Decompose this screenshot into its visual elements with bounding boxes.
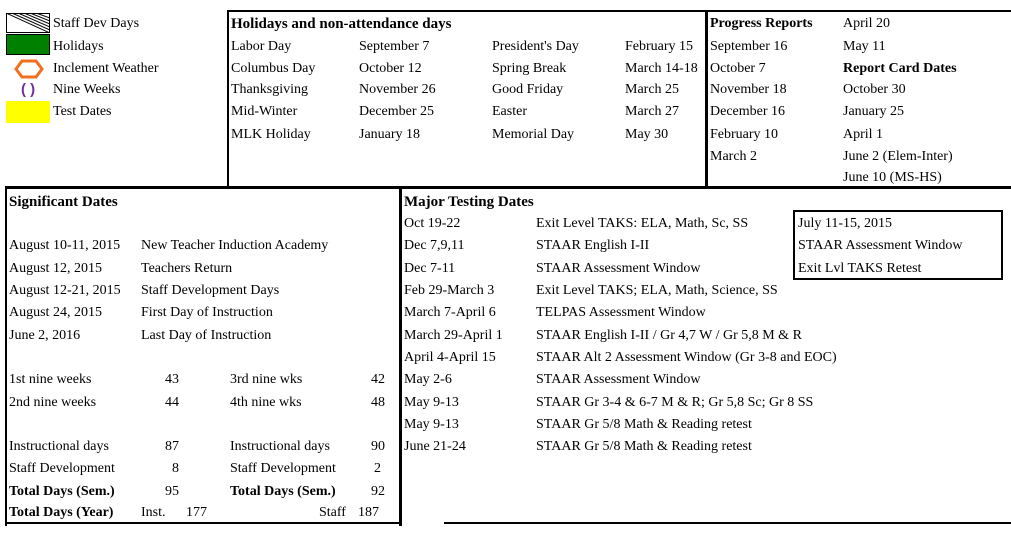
testing-desc: TELPAS Assessment Window	[536, 305, 706, 320]
total-value: 2	[374, 461, 381, 476]
holiday-date: January 18	[359, 127, 421, 142]
testing-desc: Exit Level TAKS: ELA, Math, Sc, SS	[536, 216, 749, 231]
total-value: 87	[165, 439, 179, 454]
progress-date: October 7	[710, 61, 766, 76]
holiday-name: Easter	[492, 104, 527, 119]
holiday-name: Thanksgiving	[231, 82, 308, 97]
holiday-name: Good Friday	[492, 82, 564, 97]
left-outer-border	[5, 186, 7, 526]
holiday-name: Columbus Day	[231, 61, 316, 76]
staff-dev-hatch-swatch	[6, 13, 50, 33]
significant-date: August 24, 2015	[9, 305, 102, 320]
holiday-date: February 15	[625, 39, 694, 54]
year-total-label: Total Days (Year)	[9, 505, 114, 520]
testing-date: May 9-13	[404, 395, 459, 410]
nine-weeks-value: 44	[165, 395, 179, 410]
progress-divider	[705, 10, 708, 188]
testing-desc: STAAR Gr 5/8 Math & Reading retest	[536, 417, 752, 432]
testing-date: Oct 19-22	[404, 216, 461, 231]
report-card-date: June 2 (Elem-Inter)	[843, 149, 953, 164]
nine-weeks-value: 48	[371, 395, 385, 410]
significant-event: Teachers Return	[141, 261, 233, 276]
testing-desc: STAAR Assessment Window	[536, 261, 701, 276]
progress-date: November 18	[710, 82, 787, 97]
testing-title: Major Testing Dates	[404, 194, 534, 210]
nine-weeks-label: 1st nine weeks	[9, 372, 92, 387]
middle-divider	[399, 186, 402, 526]
testing-date: Feb 29-March 3	[404, 283, 495, 298]
testing-desc: STAAR Alt 2 Assessment Window (Gr 3-8 and EOC)	[536, 350, 837, 365]
holiday-name: Memorial Day	[492, 127, 575, 142]
holiday-name: Spring Break	[492, 61, 567, 76]
progress-date: March 2	[710, 149, 758, 164]
testing-desc: Exit Level TAKS; ELA, Math, Science, SS	[536, 283, 778, 298]
legend-staff-dev-label: Staff Dev Days	[53, 16, 140, 31]
significant-event: Last Day of Instruction	[141, 328, 272, 343]
summer-testing-line: STAAR Assessment Window	[798, 238, 963, 253]
holiday-date: March 14-18	[625, 61, 698, 76]
holiday-date: March 27	[625, 104, 680, 119]
testing-desc: STAAR Gr 5/8 Math & Reading retest	[536, 439, 752, 454]
testing-date: Dec 7,9,11	[404, 238, 465, 253]
year-inst-value: 177	[186, 505, 207, 520]
significant-event: First Day of Instruction	[141, 305, 273, 320]
nine-weeks-value: 42	[371, 372, 385, 387]
holiday-green-swatch	[6, 34, 50, 55]
legend-holidays-label: Holidays	[53, 39, 104, 54]
legend-divider	[227, 10, 229, 188]
significant-event: Staff Development Days	[141, 283, 280, 298]
nine-weeks-value: 43	[165, 372, 179, 387]
testing-desc: STAAR Assessment Window	[536, 372, 701, 387]
total-label: Total Days (Sem.)	[230, 484, 336, 499]
progress-date: May 11	[843, 39, 886, 54]
testing-desc: STAAR Gr 3-4 & 6-7 M & R; Gr 5,8 Sc; Gr 8 SS	[536, 395, 814, 410]
total-value: 90	[371, 439, 385, 454]
significant-date: June 2, 2016	[9, 328, 81, 343]
significant-date: August 12, 2015	[9, 261, 102, 276]
holiday-date: October 12	[359, 61, 422, 76]
testing-date: May 2-6	[404, 372, 452, 387]
holiday-date: May 30	[625, 127, 669, 142]
report-card-date: April 1	[843, 127, 884, 142]
total-label: Staff Development	[9, 461, 115, 476]
top-border	[228, 10, 1011, 12]
total-value: 92	[371, 484, 385, 499]
testing-date: Dec 7-11	[404, 261, 456, 276]
yellow-swatch	[6, 101, 50, 123]
orange-hexagon-icon	[14, 59, 44, 79]
report-card-date: October 30	[843, 82, 906, 97]
holiday-name: President's Day	[492, 39, 579, 54]
report-card-title: Report Card Dates	[843, 61, 957, 76]
holiday-date: November 26	[359, 82, 436, 97]
progress-title: Progress Reports	[710, 16, 813, 31]
year-staff-label: Staff	[319, 505, 346, 520]
holiday-date: December 25	[359, 104, 435, 119]
total-label: Instructional days	[230, 439, 330, 454]
testing-date: March 29-April 1	[404, 328, 503, 343]
testing-desc: STAAR English I-II / Gr 4,7 W / Gr 5,8 M & R	[536, 328, 802, 343]
holiday-name: Mid-Winter	[231, 104, 298, 119]
significant-event: New Teacher Induction Academy	[141, 238, 329, 253]
nine-weeks-label: 3rd nine wks	[230, 372, 303, 387]
testing-desc: STAAR English I-II	[536, 238, 650, 253]
total-value: 95	[165, 484, 179, 499]
holiday-date: September 7	[359, 39, 430, 54]
significant-date: August 10-11, 2015	[9, 238, 121, 253]
report-card-date: June 10 (MS-HS)	[843, 170, 942, 185]
holiday-name: Labor Day	[231, 39, 292, 54]
holiday-date: March 25	[625, 82, 680, 97]
significant-title: Significant Dates	[9, 194, 118, 210]
nine-weeks-label: 4th nine wks	[230, 395, 302, 410]
progress-date: February 10	[710, 127, 779, 142]
progress-date: September 16	[710, 39, 788, 54]
year-staff-value: 187	[358, 505, 379, 520]
summer-testing-line: July 11-15, 2015	[798, 216, 892, 231]
holiday-name: MLK Holiday	[231, 127, 311, 142]
total-value: 8	[172, 461, 179, 476]
legend-nine-weeks-label: Nine Weeks	[53, 82, 121, 97]
progress-date: April 20	[843, 16, 891, 31]
parentheses-icon: ( )	[21, 81, 36, 98]
testing-date: May 9-13	[404, 417, 459, 432]
testing-date: June 21-24	[404, 439, 466, 454]
total-label: Staff Development	[230, 461, 336, 476]
significant-date: August 12-21, 2015	[9, 283, 121, 298]
testing-date: April 4-April 15	[404, 350, 496, 365]
nine-weeks-label: 2nd nine weeks	[9, 395, 97, 410]
bottom-border-left	[5, 522, 402, 524]
testing-date: March 7-April 6	[404, 305, 496, 320]
summer-testing-line: Exit Lvl TAKS Retest	[798, 261, 922, 276]
report-card-date: January 25	[843, 104, 905, 119]
progress-date: December 16	[710, 104, 786, 119]
legend-inclement-label: Inclement Weather	[53, 61, 159, 76]
bottom-border-right	[444, 522, 1011, 524]
total-label: Total Days (Sem.)	[9, 484, 115, 499]
total-label: Instructional days	[9, 439, 109, 454]
legend-test-dates-label: Test Dates	[53, 104, 112, 119]
year-inst-label: Inst.	[141, 505, 166, 520]
holidays-title: Holidays and non-attendance days	[231, 16, 452, 32]
